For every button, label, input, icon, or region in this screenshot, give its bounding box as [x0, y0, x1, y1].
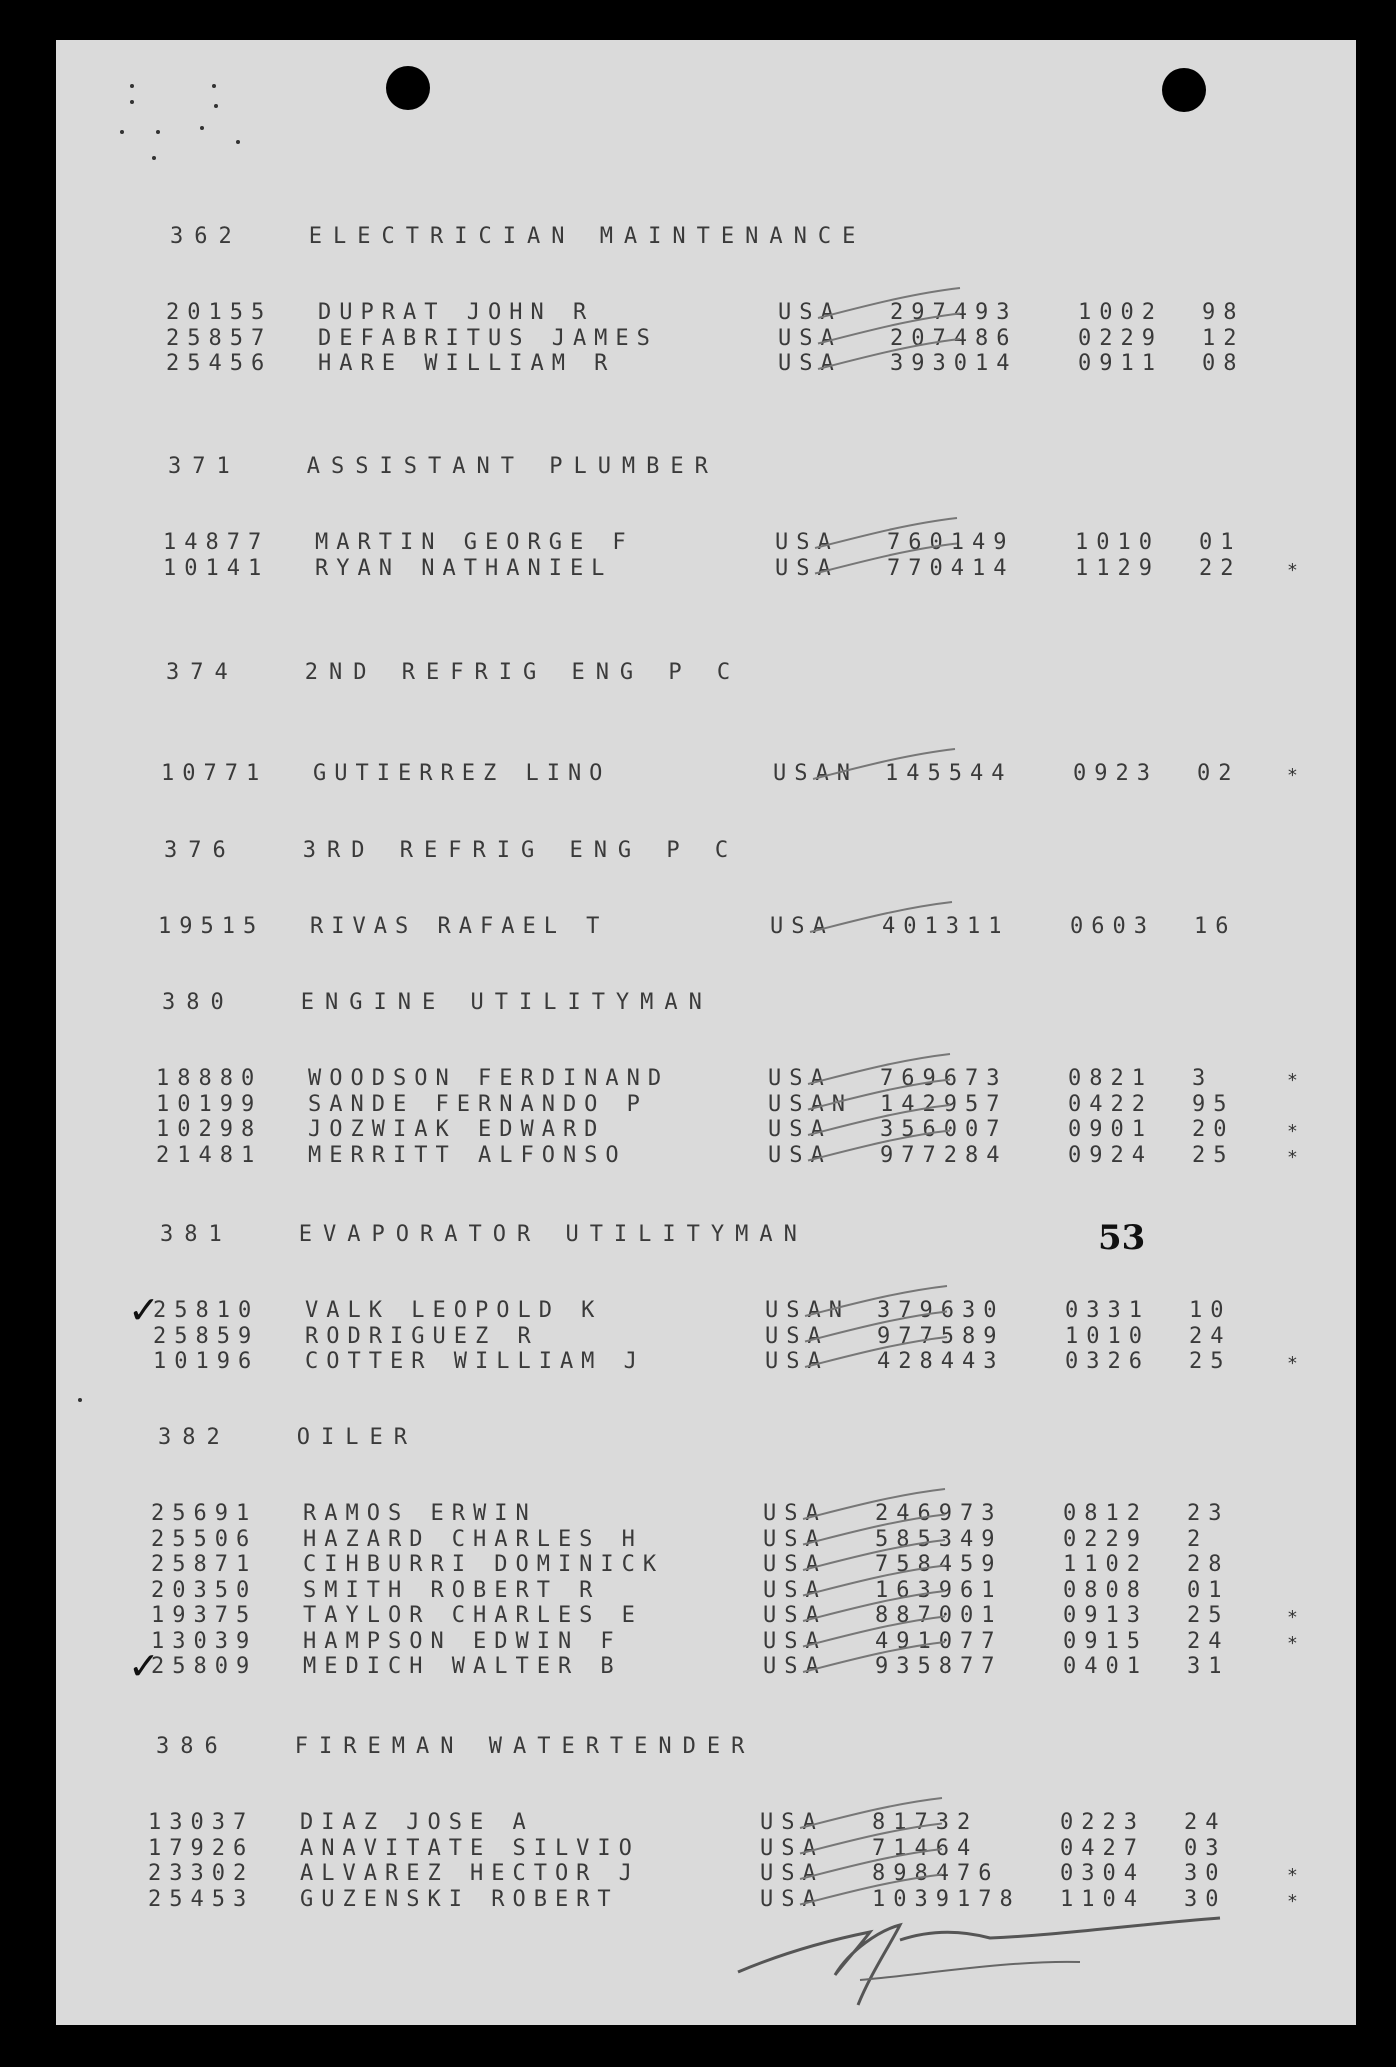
row-id: 19515 — [158, 914, 265, 939]
row-d2: 24 — [1187, 1628, 1230, 1654]
row-d2: 95 — [1192, 1091, 1235, 1117]
row-num: 585349 — [875, 1526, 1003, 1552]
row-cit: USA — [765, 1349, 829, 1374]
row-name: MARTIN GEORGE F — [315, 530, 634, 555]
row-d2: 3 — [1192, 1066, 1214, 1091]
section-title: ASSISTANT PLUMBER — [306, 454, 719, 479]
row-d1: 0422 — [1068, 1091, 1153, 1117]
row-num: 758459 — [875, 1552, 1003, 1577]
row-d2: 28 — [1187, 1552, 1230, 1577]
row-d2: 30 — [1184, 1861, 1227, 1886]
section-code: 362 — [170, 224, 243, 249]
row-d1: 1129 — [1075, 555, 1160, 581]
asterisk-mark: * — [1287, 1607, 1298, 1628]
row-name: TAYLOR CHARLES E — [303, 1603, 643, 1628]
row-num: 428443 — [877, 1349, 1005, 1374]
row-name: COTTER WILLIAM J — [305, 1349, 645, 1374]
row-d2: 22 — [1199, 555, 1242, 581]
row-num: 760149 — [887, 530, 1015, 555]
row-d1: 0304 — [1060, 1861, 1145, 1886]
section-heading — [166, 662, 741, 684]
row-num: 393014 — [890, 351, 1018, 376]
row-id: 10298 — [156, 1117, 263, 1142]
row-d2: 03 — [1184, 1835, 1227, 1861]
row-d2: 25 — [1187, 1603, 1230, 1628]
row-name: RIVAS RAFAEL T — [310, 914, 608, 939]
row-d1: 0911 — [1078, 351, 1163, 376]
row-d2: 10 — [1189, 1298, 1232, 1323]
row-d2: 2 — [1187, 1526, 1209, 1552]
check-mark: ✓ — [128, 1288, 160, 1332]
row-name: SANDE FERNANDO P — [308, 1091, 648, 1117]
asterisk-mark: * — [1287, 1890, 1298, 1912]
row-num: 977589 — [877, 1323, 1005, 1349]
row-d1: 1002 — [1078, 300, 1163, 325]
row-name: WOODSON FERDINAND — [308, 1066, 670, 1091]
asterisk-mark: * — [1287, 1865, 1298, 1886]
row-d2: 20 — [1192, 1117, 1235, 1142]
section-heading — [160, 1224, 808, 1246]
asterisk-mark: * — [1287, 1121, 1298, 1142]
row-num: 356007 — [880, 1117, 1008, 1142]
row-cit: USA — [768, 1066, 832, 1091]
row-num: 379630 — [877, 1298, 1005, 1323]
row-name: VALK LEOPOLD K — [305, 1298, 603, 1323]
section-heading — [162, 992, 713, 1014]
row-d2: 02 — [1197, 761, 1240, 786]
row-name: DUPRAT JOHN R — [318, 300, 595, 325]
row-name: DIAZ JOSE A — [300, 1810, 534, 1835]
row-d2: 12 — [1202, 325, 1245, 351]
row-d1: 0913 — [1063, 1603, 1148, 1628]
row-id: 25809 — [151, 1654, 258, 1679]
row-cit: USA — [775, 555, 839, 581]
row-cit: USA — [778, 300, 842, 325]
section-title: OILER — [296, 1425, 418, 1450]
row-d2: 25 — [1192, 1142, 1235, 1168]
row-name: MERRITT ALFONSO — [308, 1142, 627, 1168]
row-num: 207486 — [890, 325, 1018, 351]
row-d1: 0821 — [1068, 1066, 1153, 1091]
row-num: 770414 — [887, 555, 1015, 581]
row-cit: USAN — [768, 1091, 853, 1117]
section-heading — [164, 840, 739, 862]
row-id: 18880 — [156, 1066, 263, 1091]
row-name: MEDICH WALTER B — [303, 1654, 622, 1679]
row-name: RAMOS ERWIN — [303, 1501, 537, 1526]
section-code: 381 — [160, 1222, 233, 1247]
row-name: HAZARD CHARLES H — [303, 1526, 643, 1552]
asterisk-mark: * — [1287, 559, 1298, 581]
row-id: 20350 — [151, 1577, 258, 1603]
row-cit: USA — [760, 1861, 824, 1886]
row-num: 81732 — [872, 1810, 979, 1835]
row-cit: USA — [778, 351, 842, 376]
row-d2: 25 — [1189, 1349, 1232, 1374]
asterisk-mark: * — [1287, 1146, 1298, 1168]
row-num: 297493 — [890, 300, 1018, 325]
row-d1: 0229 — [1063, 1526, 1148, 1552]
row-num: 401311 — [882, 914, 1010, 939]
row-name: RYAN NATHANIEL — [315, 555, 613, 581]
row-d1: 0223 — [1060, 1810, 1145, 1835]
section-code: 382 — [158, 1425, 231, 1450]
section-title: 2ND REFRIG ENG P C — [304, 660, 742, 685]
row-id: 13039 — [151, 1628, 258, 1654]
row-id: 21481 — [156, 1142, 263, 1168]
row-name: RODRIGUEZ R — [305, 1323, 539, 1349]
row-d1: 0915 — [1063, 1628, 1148, 1654]
row-d2: 24 — [1189, 1323, 1232, 1349]
row-cit: USA — [760, 1810, 824, 1835]
row-d2: 08 — [1202, 351, 1245, 376]
row-cit: USA — [760, 1835, 824, 1861]
row-id: 25453 — [148, 1886, 255, 1912]
row-d2: 16 — [1194, 914, 1237, 939]
row-name: HAMPSON EDWIN F — [303, 1628, 622, 1654]
row-d1: 0326 — [1065, 1349, 1150, 1374]
row-cit: USA — [778, 325, 842, 351]
row-cit: USA — [763, 1552, 827, 1577]
row-id: 25859 — [153, 1323, 260, 1349]
row-d1: 0923 — [1073, 761, 1158, 786]
row-d1: 0229 — [1078, 325, 1163, 351]
row-name: HARE WILLIAM R — [318, 351, 616, 376]
row-cit: USA — [765, 1323, 829, 1349]
row-id: 25456 — [166, 351, 273, 376]
asterisk-mark: * — [1287, 1353, 1298, 1374]
row-id: 10199 — [156, 1091, 263, 1117]
section-title: FIREMAN WATERTENDER — [294, 1734, 756, 1759]
section-code: 376 — [164, 838, 237, 863]
section-heading — [158, 1427, 418, 1449]
row-num: 163961 — [875, 1577, 1003, 1603]
row-num: 1039178 — [872, 1886, 1021, 1912]
row-id: 17926 — [148, 1835, 255, 1861]
row-cit: USA — [768, 1117, 832, 1142]
row-cit: USA — [763, 1628, 827, 1654]
row-name: CIHBURRI DOMINICK — [303, 1552, 665, 1577]
row-id: 25810 — [153, 1298, 260, 1323]
row-d2: 01 — [1187, 1577, 1230, 1603]
section-title: 3RD REFRIG ENG P C — [302, 838, 740, 863]
row-name: DEFABRITUS JAMES — [318, 325, 658, 351]
asterisk-mark: * — [1287, 765, 1298, 786]
row-d2: 30 — [1184, 1886, 1227, 1912]
row-d1: 0603 — [1070, 914, 1155, 939]
row-d1: 0812 — [1063, 1501, 1148, 1526]
row-num: 246973 — [875, 1501, 1003, 1526]
row-cit: USA — [763, 1526, 827, 1552]
row-d2: 24 — [1184, 1810, 1227, 1835]
section-code: 380 — [162, 990, 235, 1015]
punch-hole-left — [386, 66, 430, 110]
row-d1: 0924 — [1068, 1142, 1153, 1168]
section-heading — [170, 226, 866, 248]
row-d1: 0427 — [1060, 1835, 1145, 1861]
row-num: 145544 — [885, 761, 1013, 786]
row-id: 19375 — [151, 1603, 258, 1628]
row-num: 769673 — [880, 1066, 1008, 1091]
row-name: JOZWIAK EDWARD — [308, 1117, 606, 1142]
section-title: ENGINE UTILITYMAN — [300, 990, 713, 1015]
row-cit: USA — [763, 1654, 827, 1679]
row-d1: 1010 — [1075, 530, 1160, 555]
section-code: 371 — [168, 454, 241, 479]
row-d1: 0808 — [1063, 1577, 1148, 1603]
row-d2: 98 — [1202, 300, 1245, 325]
row-id: 25506 — [151, 1526, 258, 1552]
row-num: 887001 — [875, 1603, 1003, 1628]
row-id: 13037 — [148, 1810, 255, 1835]
section-title: EVAPORATOR UTILITYMAN — [298, 1222, 808, 1247]
row-d1: 0901 — [1068, 1117, 1153, 1142]
row-name: GUTIERREZ LINO — [313, 761, 611, 786]
punch-hole-right — [1162, 68, 1206, 112]
row-num: 71464 — [872, 1835, 979, 1861]
section-heading — [156, 1736, 755, 1758]
row-id: 20155 — [166, 300, 273, 325]
row-d1: 1010 — [1065, 1323, 1150, 1349]
row-d2: 23 — [1187, 1501, 1230, 1526]
row-cit: USA — [763, 1577, 827, 1603]
row-d1: 1104 — [1060, 1886, 1145, 1912]
section-heading — [168, 456, 719, 478]
row-cit: USA — [760, 1886, 824, 1912]
page-number: 53 — [1098, 1218, 1146, 1258]
row-cit: USA — [763, 1501, 827, 1526]
row-num: 898476 — [872, 1861, 1000, 1886]
row-cit: USA — [770, 914, 834, 939]
row-cit: USA — [763, 1603, 827, 1628]
row-name: ANAVITATE SILVIO — [300, 1835, 640, 1861]
row-num: 977284 — [880, 1142, 1008, 1168]
row-id: 10141 — [163, 555, 270, 581]
section-code: 386 — [156, 1734, 229, 1759]
section-title: ELECTRICIAN MAINTENANCE — [308, 224, 867, 249]
row-d1: 0331 — [1065, 1298, 1150, 1323]
row-id: 10196 — [153, 1349, 260, 1374]
row-d2: 01 — [1199, 530, 1242, 555]
row-num: 935877 — [875, 1654, 1003, 1679]
asterisk-mark: * — [1287, 1632, 1298, 1654]
row-id: 25857 — [166, 325, 273, 351]
row-d2: 31 — [1187, 1654, 1230, 1679]
row-name: SMITH ROBERT R — [303, 1577, 601, 1603]
row-d1: 0401 — [1063, 1654, 1148, 1679]
check-mark: ✓ — [128, 1644, 160, 1688]
row-cit: USA — [768, 1142, 832, 1168]
row-cit: USAN — [765, 1298, 850, 1323]
row-num: 491077 — [875, 1628, 1003, 1654]
row-id: 10771 — [161, 761, 268, 786]
section-code: 374 — [166, 660, 239, 685]
asterisk-mark: * — [1287, 1070, 1298, 1091]
row-id: 25871 — [151, 1552, 258, 1577]
row-cit: USAN — [773, 761, 858, 786]
row-d1: 1102 — [1063, 1552, 1148, 1577]
row-name: ALVAREZ HECTOR J — [300, 1861, 640, 1886]
row-id: 23302 — [148, 1861, 255, 1886]
row-name: GUZENSKI ROBERT — [300, 1886, 619, 1912]
row-id: 25691 — [151, 1501, 258, 1526]
row-cit: USA — [775, 530, 839, 555]
row-num: 142957 — [880, 1091, 1008, 1117]
row-id: 14877 — [163, 530, 270, 555]
